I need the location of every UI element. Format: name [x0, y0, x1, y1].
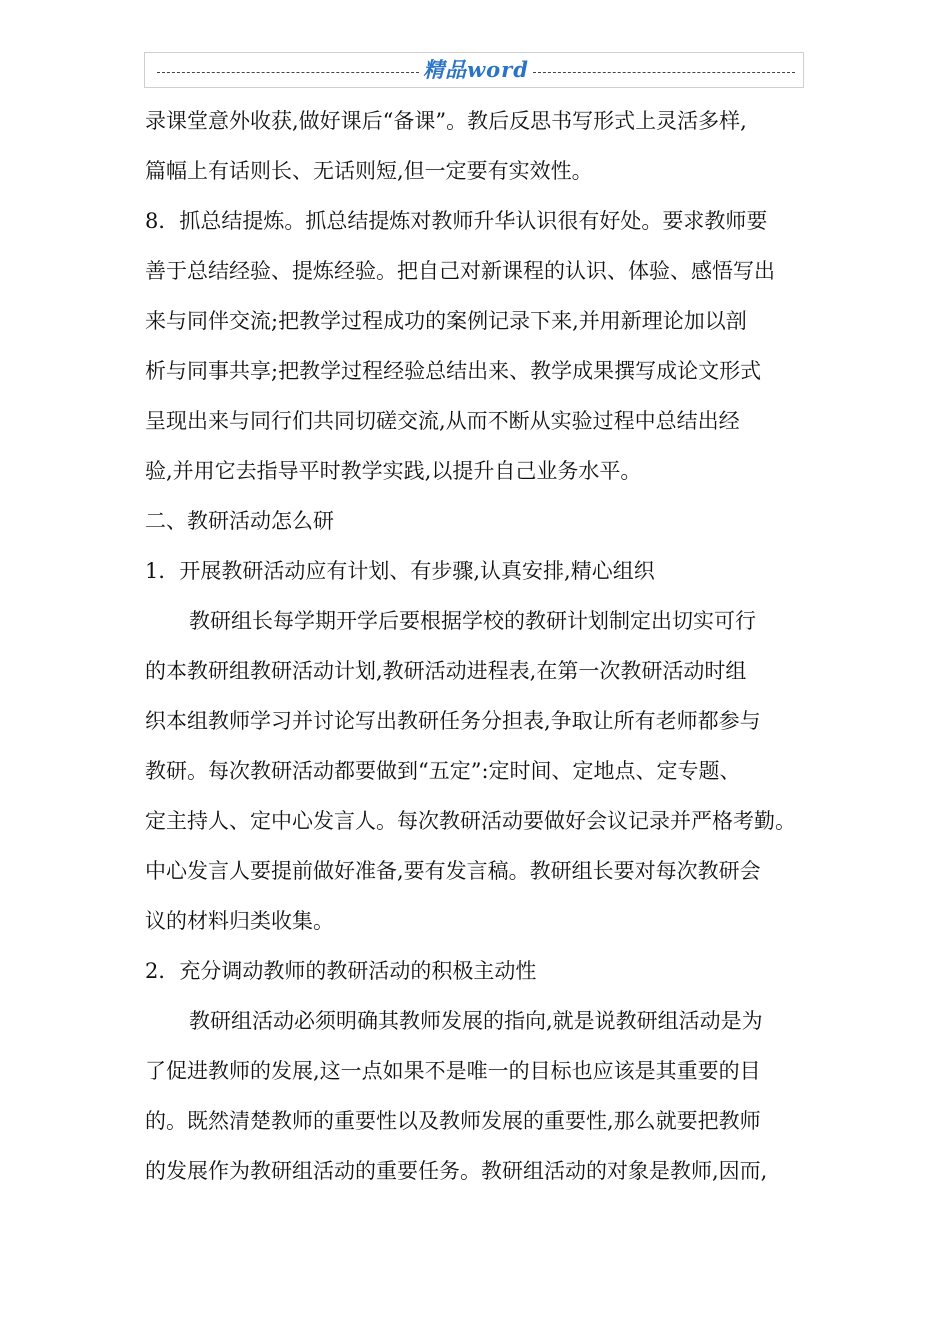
text-line: 议的材料归类收集。: [145, 909, 334, 933]
subsection-heading-1: 1．开展教研活动应有计划、有步骤,认真安排,精心组织: [145, 559, 655, 583]
text-line: 定主持人、定中心发言人。每次教研活动要做好会议记录并严格考勤。: [145, 809, 796, 833]
text-line: 善于总结经验、提炼经验。把自己对新课程的认识、体验、感悟写出: [145, 259, 775, 283]
text-line: 验,并用它去指导平时教学实践,以提升自己业务水平。: [145, 459, 642, 483]
text-line: 的本教研组教研活动计划,教研活动进程表,在第一次教研活动时组: [145, 659, 747, 683]
text-line: 篇幅上有话则长、无话则短,但一定要有实效性。: [145, 159, 593, 183]
subsection-heading-2: 2．充分调动教师的教研活动的积极主动性: [145, 959, 537, 983]
header-dashed-line-left: [157, 72, 419, 73]
text-line: 的发展作为教研组活动的重要任务。教研组活动的对象是教师,因而,: [145, 1159, 768, 1183]
page-header: [144, 52, 804, 88]
text-line: 中心发言人要提前做好准备,要有发言稿。教研组长要对每次教研会: [145, 859, 761, 883]
text-line: 织本组教师学习并讨论写出教研任务分担表,争取让所有老师都参与: [145, 709, 761, 733]
paragraph-start: 教研组长每学期开学后要根据学校的教研计划制定出切实可行: [189, 609, 756, 633]
text-line: 来与同伴交流;把教学过程成功的案例记录下来,并用新理论加以剖: [145, 309, 747, 333]
paragraph-start: 教研组活动必须明确其教师发展的指向,就是说教研组活动是为: [189, 1009, 763, 1033]
header-title: 精品word: [423, 57, 529, 82]
text-line: 了促进教师的发展,这一点如果不是唯一的目标也应该是其重要的目: [145, 1059, 761, 1083]
section-heading: 二、教研活动怎么研: [145, 509, 334, 533]
text-line: 呈现出来与同行们共同切磋交流,从而不断从实验过程中总结出经: [145, 409, 740, 433]
text-line: 教研。每次教研活动都要做到“五定”:定时间、定地点、定专题、: [145, 759, 741, 783]
text-line: 录课堂意外收获,做好课后“备课”。教后反思书写形式上灵活多样,: [145, 109, 747, 133]
list-item-8: 8．抓总结提炼。抓总结提炼对教师升华认识很有好处。要求教师要: [145, 209, 768, 233]
text-line: 析与同事共享;把教学过程经验总结出来、教学成果撰写成论文形式: [145, 359, 762, 383]
header-dashed-line-right: [533, 72, 795, 73]
document-body: [145, 96, 813, 1196]
text-line: 的。既然清楚教师的重要性以及教师发展的重要性,那么就要把教师: [145, 1109, 761, 1133]
